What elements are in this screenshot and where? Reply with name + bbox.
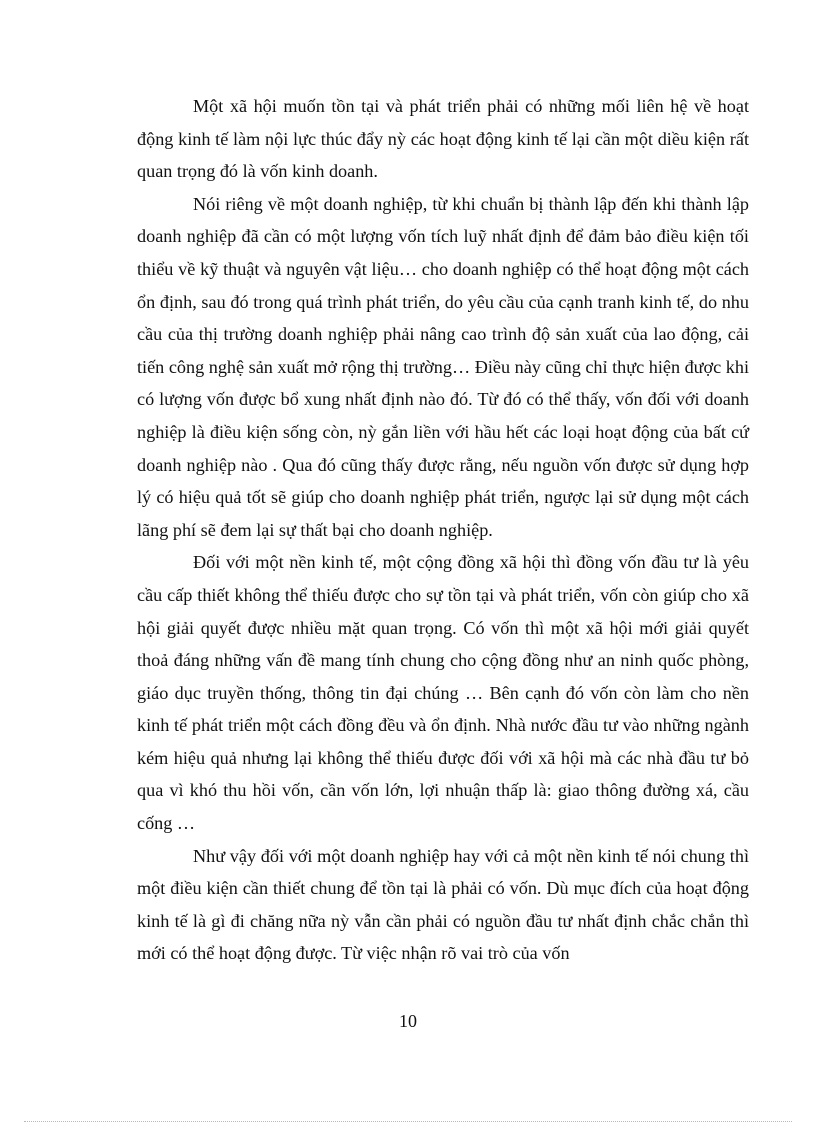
page-number: 10 — [399, 1011, 417, 1031]
bottom-dotted-rule — [24, 1121, 792, 1122]
paragraph-3: Đối với một nền kinh tế, một cộng đồng xã hội thì đồng vốn đầu tư là yêu cầu cấp thiết không thể thiếu được cho sự tồn tại và phát triển, vốn còn giúp cho xã hội giải quyết được nhiều mặt quan trọng. Có vốn thì một xã hội mới giải quyết thoả đáng những vấn đề mang tính chung cho cộng đồng như an ninh quốc phòng, giáo dục truyền thống, thông tin đại chúng … Bên cạnh đó vốn còn làm cho nền kinh tế phát triển một cách đồng đều và ổn định. Nhà nước đầu tư vào những ngành kém hiệu quả nhưng lại không thể thiếu được đối với xã hội mà các nhà đầu tư bỏ qua vì khó thu hồi vốn, cần vốn lớn, lợi nhuận thấp là: giao thông đường xá, cầu cống … — [137, 552, 749, 834]
paragraph-2: Nói riêng về một doanh nghiệp, từ khi chuẩn bị thành lập đến khi thành lập doanh nghiệp đã cần có một lượng vốn tích luỹ nhất định để đảm bảo điều kiện tối thiểu về kỹ thuật và nguyên vật liệu… cho doanh nghiệp có thể hoạt động một cách ổn định, sau đó trong quá trình phát triển, do yêu cầu của cạnh tranh kinh tế, do nhu cầu của thị trường doanh nghiệp phải nâng cao trình độ sản xuất của lao động, cải tiến công nghệ sản xuất mở rộng thị trường… Điều này cũng chỉ thực hiện được khi có lượng vốn được bổ xung nhất định nào đó. Từ đó có thể thấy, vốn đối với doanh nghiệp là điều kiện sống còn, nỳ gắn liền với hầu hết các loại hoạt động của bất cứ doanh nghiệp nào . Qua đó cũng thấy được rằng, nếu nguồn vốn được sử dụng hợp lý có hiệu quả tốt sẽ giúp cho doanh nghiệp phát triển, ngược lại sử dụng một cách lãng phí sẽ đem lại sự thất bại cho doanh nghiệp. — [137, 193, 750, 540]
paragraph-1: Một xã hội muốn tồn tại và phát triển phải có những mối liên hệ về hoạt động kinh tế làm nội lực thúc đẩy nỳ các hoạt động kinh tế lại cần một diều kiện rất quan trọng đó là vốn kinh doanh. — [137, 96, 749, 182]
body-text — [137, 90, 749, 970]
paragraph-4: Như vậy đối với một doanh nghiệp hay với cả một nền kinh tế nói chung thì một điều kiện cần thiết chung để tồn tại là phải có vốn. Dù mục đích của hoạt động kinh tế là gì đi chăng nữa nỳ vẫn cần phải có nguồn đầu tư nhất định chắc chắn thì mới có thể hoạt động được. Từ việc nhận rõ vai trò của vốn — [137, 845, 749, 964]
